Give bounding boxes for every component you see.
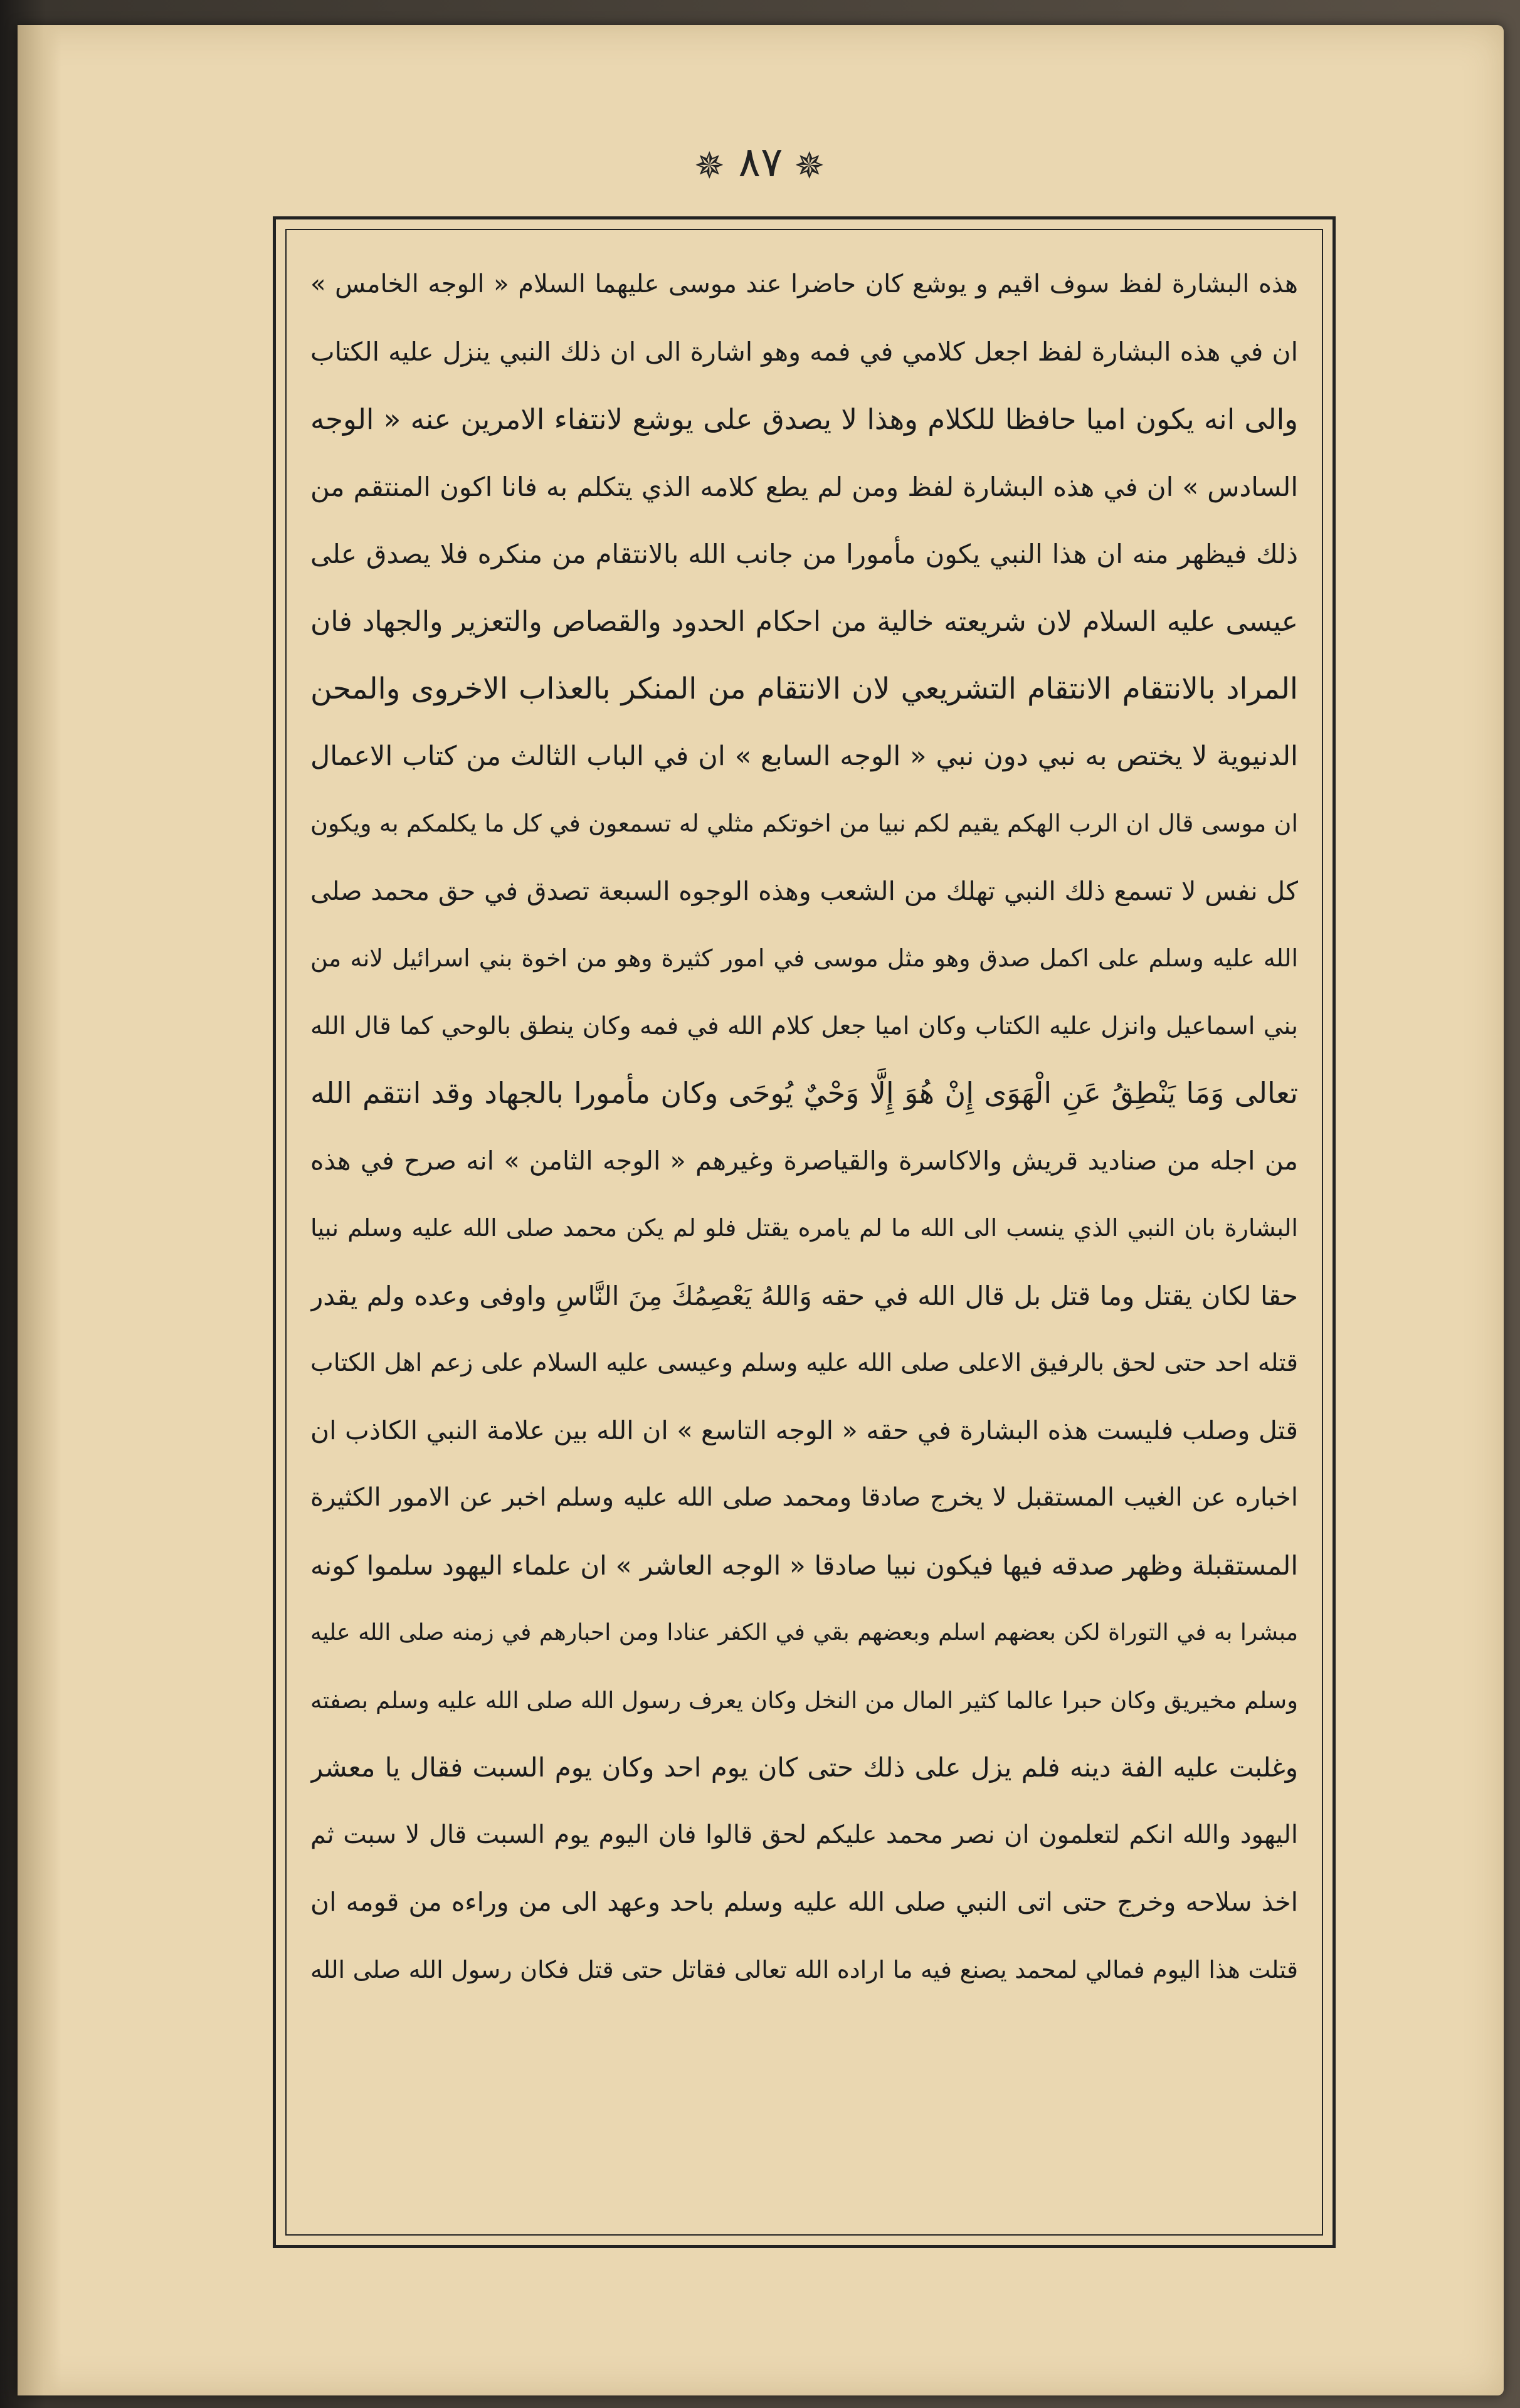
text-line: وسلم مخيريق وكان حبرا عالما كثير المال من النخل وكان يعرف رسول الله صلى الله عليه وسلم بصفته	[310, 1686, 1298, 1714]
text-line: وغلبت عليه الفة دينه فلم يزل على ذلك حتى كان يوم احد وكان يوم السبت فقال يا معشر	[310, 1752, 1298, 1783]
text-line: البشارة بان النبي الذي ينسب الى الله ما لم يامره يقتل فلو لم يكن محمد صلى الله عليه وسلم نبيا	[310, 1214, 1298, 1242]
text-line: اخذ سلاحه وخرج حتى اتى النبي صلى الله عليه وسلم باحد وعهد الى من وراءه من قومه ان	[310, 1887, 1298, 1917]
text-line: المراد بالانتقام الانتقام التشريعي لان الانتقام من المنكر بالعذاب الاخروى والمحن	[310, 672, 1298, 706]
text-line: ذلك فيظهر منه ان هذا النبي يكون مأمورا من جانب الله بالانتقام من منكره فلا يصدق على	[310, 539, 1298, 569]
star-ornament-icon: ✵	[694, 144, 727, 187]
text-line: قتل وصلب فليست هذه البشارة في حقه « الوجه التاسع » ان الله بين علامة النبي الكاذب ان	[310, 1415, 1298, 1445]
text-line: ان في هذه البشارة لفظ اجعل كلامي في فمه وهو اشارة الى ان ذلك النبي ينزل عليه الكتاب	[310, 336, 1298, 367]
text-line: مبشرا به في التوراة لكن بعضهم اسلم وبعضهم بقي في الكفر عنادا ومن احبارهم في زمنه صلى الله عليه	[310, 1620, 1298, 1645]
text-line: ان موسى قال ان الرب الهكم يقيم لكم نبيا من اخوتكم مثلي له تسمعون في كل ما يكلمكم به ويكون	[310, 810, 1298, 837]
text-line: قتلت هذا اليوم فمالي لمحمد يصنع فيه ما اراده الله تعالى فقاتل حتى قتل فكان رسول الله صلى الله	[310, 1955, 1298, 1983]
text-line: اخباره عن الغيب المستقبل لا يخرج صادقا ومحمد صلى الله عليه وسلم اخبر عن الامور الكثيرة	[310, 1483, 1298, 1512]
text-line: تعالى وَمَا يَنْطِقُ عَنِ الْهَوَى إِنْ هُوَ إِلَّا وَحْيٌ يُوحَى وكان مأمورا بالجهاد وقد انتقم الله	[310, 1076, 1298, 1110]
text-line: من اجله من صناديد قريش والاكاسرة والقياصرة وغيرهم « الوجه الثامن » انه صرح في هذه	[310, 1145, 1298, 1176]
text-line: كل نفس لا تسمع ذلك النبي تهلك من الشعب وهذه الوجوه السبعة تصدق في حق محمد صلى	[310, 875, 1298, 906]
text-line: هذه البشارة لفظ سوف اقيم و يوشع كان حاضرا عند موسى عليهما السلام « الوجه الخامس »	[310, 270, 1298, 298]
text-line: اليهود والله انكم لتعلمون ان نصر محمد عليكم لحق قالوا فان اليوم يوم السبت قال لا سبت ثم	[310, 1820, 1298, 1849]
text-line: قتله احد حتى لحق بالرفيق الاعلى صلى الله عليه وسلم وعيسى عليه السلام على زعم اهل الكتاب	[310, 1349, 1298, 1377]
page-number: ٨٧	[738, 138, 783, 186]
arabic-text-block	[310, 251, 1298, 2220]
text-line: الدنيوية لا يختص به نبي دون نبي « الوجه السابع » ان في الباب الثالث من كتاب الاعمال	[310, 740, 1298, 772]
text-line: الله عليه وسلم على اكمل صدق وهو مثل موسى في امور كثيرة وهو من اخوة بني اسرائيل لانه من	[310, 944, 1298, 972]
text-line: والى انه يكون اميا حافظا للكلام وهذا لا يصدق على يوشع لانتفاء الامرين عنه « الوجه	[310, 403, 1298, 436]
page-header	[18, 138, 1504, 187]
text-line: حقا لكان يقتل وما قتل بل قال الله في حقه وَاللهُ يَعْصِمُكَ مِنَ النَّاسِ واوفى وعده ولم يقدر	[310, 1280, 1298, 1311]
star-ornament-icon: ✵	[794, 144, 828, 187]
text-line: المستقبلة وظهر صدقه فيها فيكون نبيا صادقا « الوجه العاشر » ان علماء اليهود سلموا كونه	[310, 1550, 1298, 1581]
text-line: عيسى عليه السلام لان شريعته خالية من احكام الحدود والقصاص والتعزير والجهاد فان	[310, 605, 1298, 638]
text-line: السادس » ان في هذه البشارة لفظ ومن لم يطع كلامه الذي يتكلم به فانا اكون المنتقم من	[310, 471, 1298, 502]
text-line: بني اسماعيل وانزل عليه الكتاب وكان اميا جعل كلام الله في فمه وكان ينطق بالوحي كما قال الله	[310, 1011, 1298, 1040]
page-gutter	[18, 25, 61, 2395]
